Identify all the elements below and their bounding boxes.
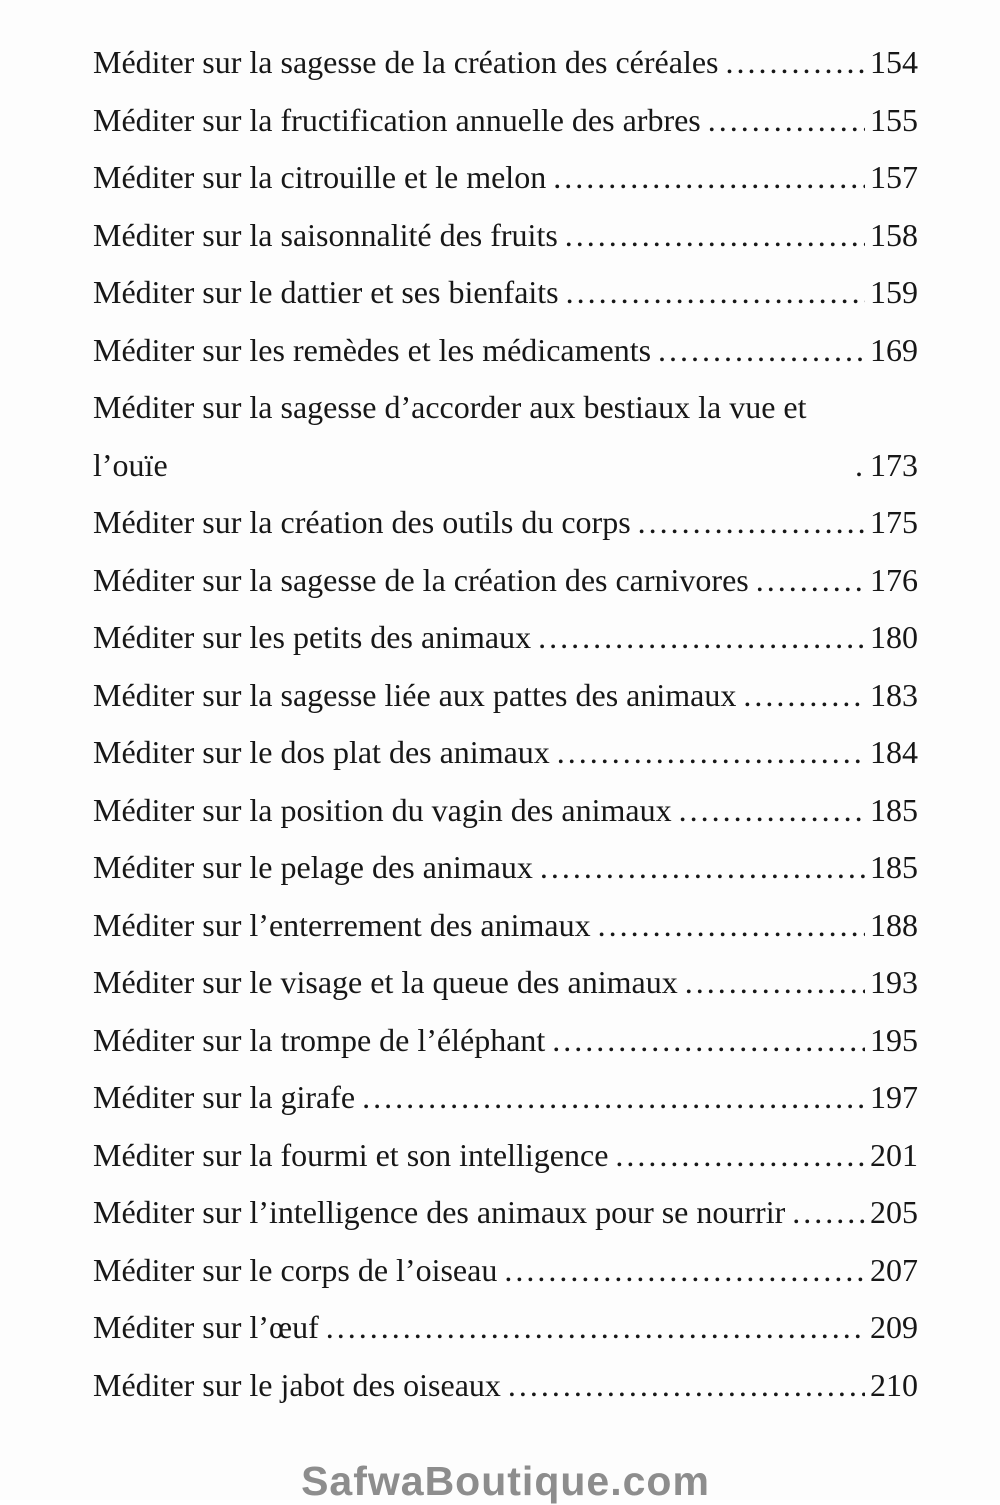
toc-entry [93,1299,918,1357]
toc-entry-title: Méditer sur le pelage des animaux [93,849,533,885]
toc-entry [93,494,918,552]
toc-entry-leader [708,92,865,150]
toc-entry-title: Méditer sur les remèdes et les médicaments [93,331,652,368]
toc-entry [93,379,918,494]
toc-entry-page: 193 [870,964,918,1000]
toc-entry-title: Méditer sur le dos plat des animaux [93,734,550,770]
toc-entry-title: Méditer sur les petits des animaux [93,619,532,655]
toc-entry-page: 155 [870,101,918,138]
toc-entry-leader [685,954,865,1012]
toc-entry-page: 180 [870,619,918,655]
toc-entry-title: Méditer sur la trompe de l’éléphant [93,1021,546,1058]
toc-entry-title: Méditer sur l’intelligence des animaux pour se nourrir [93,1194,786,1230]
toc-entry-leader [538,609,865,667]
toc-entry-leader [326,1299,865,1357]
toc-entry [93,897,918,955]
toc-entry-page: 201 [870,1136,918,1173]
toc-entry [93,724,918,782]
toc-entry-page: 185 [870,791,918,828]
toc-entry-leader [743,667,865,725]
toc-entry-leader [658,322,865,380]
toc-entry [93,1069,918,1127]
toc-entry-title: Méditer sur la citrouille et le melon [93,159,547,195]
toc-entry-title: Méditer sur le corps de l’oiseau [93,1251,498,1288]
toc-entry-page: 207 [870,1251,918,1288]
toc-entry [93,34,918,92]
toc-entry-leader [566,264,865,322]
toc-entry-title: Méditer sur la fructification annuelle des arbres [93,101,701,138]
toc-entry-leader [553,149,865,207]
toc-entry-title: Méditer sur l’œuf [93,1309,319,1345]
toc-entry-title: Méditer sur la position du vagin des animaux [93,791,672,828]
toc-entry-page: 197 [870,1079,918,1115]
toc-entry-title: Méditer sur la création des outils du corps [93,504,631,540]
toc-entry-page: 183 [870,676,918,713]
toc-entry-leader [598,897,865,955]
toc-entry [93,954,918,1012]
toc-entry [93,1357,918,1415]
toc-entry [93,1242,918,1300]
toc-entry-title: Méditer sur la sagesse de la création des céréales [93,44,719,80]
toc-entry-page: 173 [870,446,918,483]
toc-entry-title: Méditer sur le visage et la queue des animaux [93,964,678,1000]
toc-entry [93,667,918,725]
toc-entry-page: 209 [870,1309,918,1345]
toc-entry-title: Méditer sur le dattier et ses bienfaits [93,274,559,310]
toc-entry [93,207,918,265]
toc-entry-title: Méditer sur l’enterrement des animaux [93,906,591,943]
toc-entry-page: 184 [870,734,918,770]
toc-entry-title: Méditer sur la fourmi et son intelligence [93,1136,609,1173]
toc-entry-title: Méditer sur la sagesse de la création des carnivores [93,561,749,598]
toc-entry-page: 175 [870,504,918,540]
toc-entry [93,1012,918,1070]
toc-entry-title: Méditer sur la sagesse liée aux pattes des animaux [93,676,737,713]
toc-entry-leader [756,552,865,610]
toc-entry-page: 188 [870,906,918,943]
toc-entry-page: 185 [870,849,918,885]
toc-entry-leader [508,1357,865,1415]
toc-entry-leader [679,782,865,840]
toc-entry-page: 176 [870,561,918,598]
toc-entry [93,552,918,610]
toc-entry-title: Méditer sur la saisonnalité des fruits [93,216,558,253]
toc-entry-leader [504,1242,865,1300]
toc-entry-page: 157 [870,159,918,195]
toc-entry-leader [855,437,865,495]
toc-entry-page: 210 [870,1366,918,1403]
toc-entry-page: 169 [870,331,918,368]
toc-entry [93,92,918,150]
toc-entry-page: 205 [870,1194,918,1230]
toc-entry-leader [362,1069,865,1127]
toc-entry-title: Méditer sur la sagesse d’accorder aux bestiaux la vue et l’ouïe [93,389,807,483]
toc-entry-leader [638,494,865,552]
toc-entry [93,839,918,897]
toc-entry [93,609,918,667]
toc-entry-leader [792,1184,865,1242]
toc-entry-leader [725,34,865,92]
toc-entry [93,1184,918,1242]
toc-entry-page: 158 [870,216,918,253]
toc-entry-leader [615,1127,865,1185]
toc-entry [93,1127,918,1185]
toc-entry-title: Méditer sur le jabot des oiseaux [93,1366,501,1403]
toc-list [93,34,918,1414]
toc-entry-leader [540,839,865,897]
toc-entry-leader [557,724,865,782]
toc-entry-leader [565,207,865,265]
toc-entry-title: Méditer sur la girafe [93,1079,356,1115]
toc-entry [93,149,918,207]
toc-entry-page: 159 [870,274,918,310]
toc-entry [93,782,918,840]
toc-entry [93,322,918,380]
toc-entry [93,264,918,322]
toc-entry-page: 195 [870,1021,918,1058]
toc-entry-page: 154 [870,44,918,80]
toc-entry-leader [552,1012,865,1070]
watermark-text: SafwaBoutique.com [301,1458,710,1504]
